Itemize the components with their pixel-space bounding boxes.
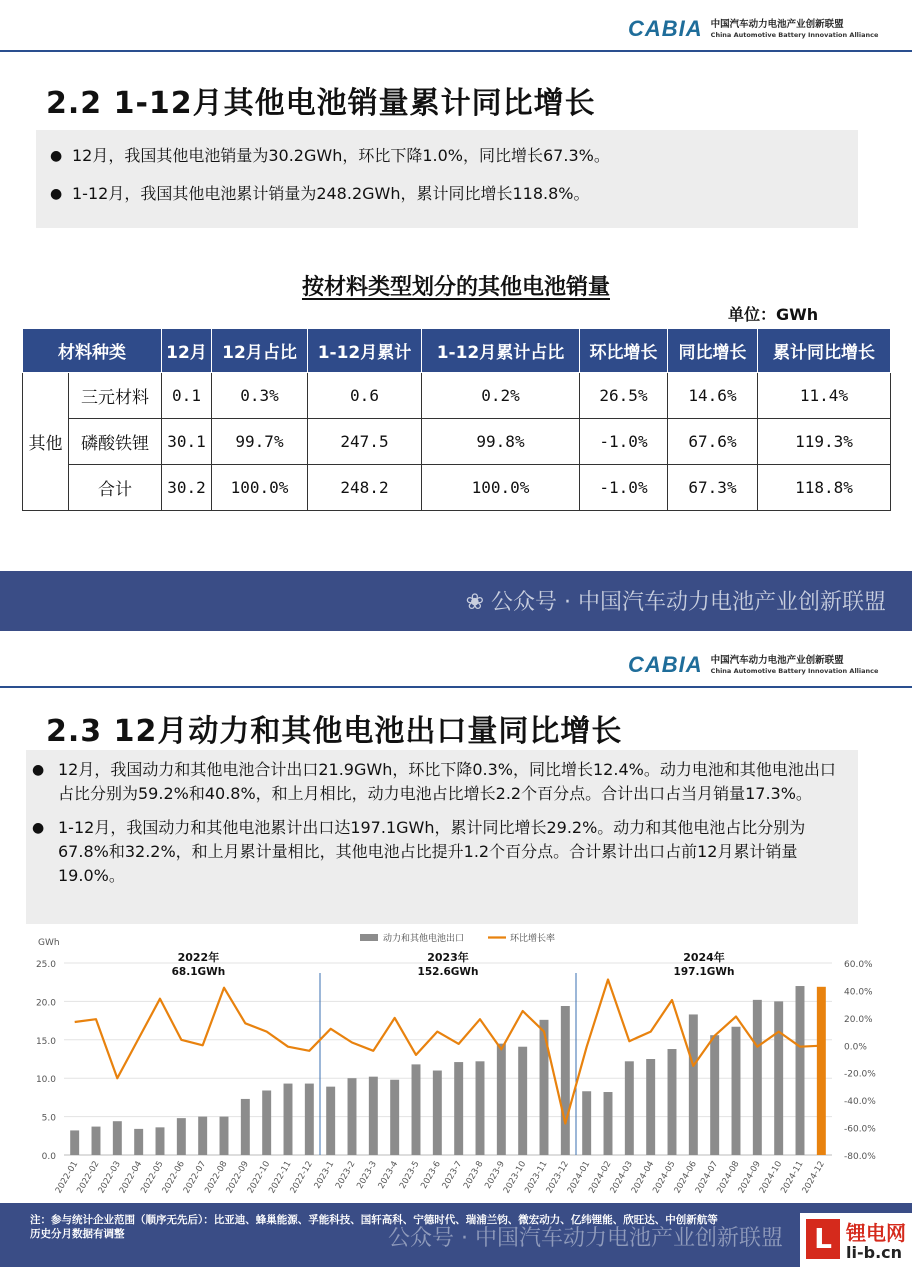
col-header: 1-12月累计占比 — [422, 329, 580, 373]
chart-bar — [220, 1117, 229, 1155]
brand-name-cn: 中国汽车动力电池产业创新联盟 — [710, 654, 844, 666]
chart-bar — [689, 1014, 698, 1155]
footnote: 历史分月数据有调整 — [30, 1228, 125, 1240]
x-tick-label: 2022-10 — [245, 1159, 273, 1196]
chart-bar — [540, 1020, 549, 1155]
table-cell: 99.8% — [422, 419, 580, 465]
table-cell: 磷酸铁锂 — [69, 419, 162, 465]
chart-bar — [262, 1090, 271, 1155]
x-tick-label: 2023-3 — [355, 1159, 379, 1191]
period-label: 2024年 — [683, 951, 725, 964]
x-tick-label: 2023-9 — [483, 1159, 507, 1191]
chart-bar — [582, 1091, 591, 1155]
x-tick-label: 2022-02 — [75, 1159, 102, 1196]
chart-bar — [753, 1000, 762, 1155]
x-tick-label: 2024-07 — [693, 1159, 721, 1196]
table-cell: 67.6% — [668, 419, 758, 465]
section-title: 2.3 12月动力和其他电池出口量同比增长 — [46, 714, 623, 749]
x-tick-label: 2023-6 — [419, 1159, 443, 1191]
table-cell: 100.0% — [212, 465, 308, 511]
footnote: 注：参与统计企业范围（顺序无先后）：比亚迪、蜂巢能源、孚能科技、国轩高科、宁德时代、瑞浦兰钧、微宏动力、亿纬锂能、欣旺达、中创新航等 — [30, 1214, 718, 1226]
x-tick-label: 2023-7 — [440, 1159, 465, 1191]
period-label: 2022年 — [177, 951, 220, 964]
y-tick-label: 15.0 — [35, 1036, 56, 1047]
site-logo-cn: 锂电网 — [846, 1221, 906, 1245]
x-tick-label: 2022-07 — [181, 1159, 209, 1196]
chart-bar — [369, 1077, 378, 1155]
chart-bar — [92, 1127, 101, 1155]
col-header: 12月 — [162, 329, 212, 373]
y2-tick-label: 60.0% — [844, 960, 873, 970]
chart-bar — [70, 1130, 79, 1155]
table-row — [23, 373, 891, 419]
y2-tick-label: -60.0% — [844, 1124, 876, 1135]
y-tick-label: 5.0 — [41, 1113, 56, 1124]
chart-bar — [710, 1035, 719, 1155]
x-tick-label: 2023-12 — [544, 1159, 571, 1196]
x-tick-label: 2022-08 — [203, 1159, 230, 1196]
x-tick-label: 2022-03 — [96, 1159, 123, 1196]
table-title: 按材料类型划分的其他电池销量 — [301, 275, 610, 300]
chart-bar — [241, 1099, 250, 1155]
table-row — [23, 419, 891, 465]
x-tick-label: 2024-03 — [608, 1159, 635, 1196]
chart-bar — [177, 1118, 186, 1155]
chart-bar — [668, 1049, 677, 1155]
y-tick-label: 10.0 — [35, 1075, 56, 1086]
chart-bar — [198, 1117, 207, 1155]
x-tick-label: 2023-11 — [523, 1159, 550, 1196]
x-tick-label: 2023-1 — [312, 1159, 337, 1191]
col-header: 同比增长 — [668, 329, 758, 373]
y-tick-label: 0.0 — [41, 1152, 56, 1162]
x-tick-label: 2024-09 — [736, 1159, 763, 1196]
brand-logo — [628, 16, 878, 42]
chart-bar — [817, 987, 826, 1155]
chart-bar — [625, 1061, 634, 1155]
chart-bar — [732, 1027, 741, 1155]
chart-bar — [348, 1078, 357, 1155]
y2-tick-label: -20.0% — [844, 1069, 876, 1080]
table-cell: 26.5% — [580, 373, 668, 419]
x-tick-label: 2023-4 — [376, 1159, 401, 1191]
x-tick-label: 2024-02 — [587, 1159, 614, 1196]
table-cell: 0.1 — [162, 373, 212, 419]
x-tick-label: 2024-12 — [800, 1159, 827, 1196]
x-tick-label: 2022-01 — [53, 1159, 81, 1196]
chart-bar — [497, 1044, 506, 1155]
group-label: 其他 — [23, 373, 69, 511]
summary-box — [26, 750, 858, 924]
chart-bar — [326, 1087, 335, 1155]
chart-bar — [412, 1064, 421, 1155]
section-title: 2.2 1-12月其他电池销量累计同比增长 — [46, 86, 596, 121]
table-row — [23, 465, 891, 511]
table-cell: 99.7% — [212, 419, 308, 465]
legend-label: 环比增长率 — [510, 934, 556, 944]
brand-name-en: China Automotive Battery Innovation Alliance — [710, 30, 879, 39]
brand-name-cn: 中国汽车动力电池产业创新联盟 — [710, 18, 844, 30]
summary-bullet: ● 1-12月，我国动力和其他电池累计出口达197.1GWh，累计同比增长29.2%。动力和其他电池占比分别为67.8%和32.2%，和上月累计量相比，其他电池占比提升1.2个百分点。合计累计出口占前12月累计销量19.0%。 — [32, 818, 806, 885]
header-rule — [0, 50, 912, 52]
x-tick-label: 2024-10 — [757, 1159, 785, 1196]
summary-bullet: ● 12月，我国其他电池销量为30.2GWh，环比下降1.0%，同比增长67.3%。 — [50, 146, 610, 165]
battery-sales-table — [22, 328, 891, 511]
cabia-logo: CABIA — [628, 16, 703, 41]
chart-bar — [113, 1121, 122, 1155]
period-total: 152.6GWh — [417, 966, 479, 978]
brand-logo — [628, 652, 878, 678]
chart-bar — [561, 1006, 570, 1155]
x-tick-label: 2024-05 — [651, 1159, 678, 1196]
y2-tick-label: -40.0% — [844, 1097, 876, 1108]
x-tick-label: 2023-10 — [501, 1159, 529, 1196]
unit-label: 单位：GWh — [728, 305, 819, 324]
summary-bullet: ● 1-12月，我国其他电池累计销量为248.2GWh，累计同比增长118.8%。 — [50, 184, 590, 203]
chart-bar — [774, 1001, 783, 1155]
period-label: 2023年 — [427, 951, 469, 964]
col-header: 材料种类 — [23, 329, 162, 373]
watermark: 公众号 · 中国汽车动力电池产业创新联盟 — [388, 1226, 783, 1251]
brand-name-en: China Automotive Battery Innovation Alliance — [710, 666, 879, 675]
wechat-icon: ❀ — [465, 590, 492, 615]
col-header: 累计同比增长 — [758, 329, 891, 373]
col-header: 12月占比 — [212, 329, 308, 373]
x-tick-label: 2022-09 — [224, 1159, 251, 1196]
y2-tick-label: 0.0% — [844, 1042, 867, 1053]
y-axis-unit: GWh — [38, 938, 60, 948]
chart-bar — [284, 1084, 293, 1155]
x-tick-label: 2024-06 — [672, 1159, 699, 1196]
table-cell: 248.2 — [308, 465, 422, 511]
table-cell: 30.1 — [162, 419, 212, 465]
table-cell: 247.5 — [308, 419, 422, 465]
chart-bar — [134, 1129, 143, 1155]
table-cell: 119.3% — [758, 419, 891, 465]
x-tick-label: 2022-06 — [160, 1159, 187, 1196]
chart-bar — [433, 1071, 442, 1155]
legend-label: 动力和其他电池出口 — [383, 934, 465, 944]
x-tick-label: 2024-04 — [629, 1159, 657, 1196]
x-tick-label: 2022-05 — [139, 1159, 166, 1196]
chart-bar — [390, 1080, 399, 1155]
table-cell: -1.0% — [580, 465, 668, 511]
x-tick-label: 2022-04 — [117, 1159, 145, 1196]
chart-bar — [156, 1127, 165, 1155]
table-cell: 30.2 — [162, 465, 212, 511]
table-cell: -1.0% — [580, 419, 668, 465]
chart-bar — [305, 1084, 314, 1155]
table-cell: 11.4% — [758, 373, 891, 419]
footer-band — [0, 1203, 912, 1267]
table-header-row — [23, 329, 891, 373]
table-cell: 14.6% — [668, 373, 758, 419]
export-chart — [0, 928, 912, 1203]
y-tick-label: 25.0 — [35, 960, 56, 970]
summary-box — [36, 130, 858, 228]
site-logo-en: li-b.cn — [846, 1243, 903, 1262]
table-cell: 三元材料 — [69, 373, 162, 419]
table-cell: 67.3% — [668, 465, 758, 511]
x-tick-label: 2023-5 — [397, 1159, 422, 1191]
chart-bar — [796, 986, 805, 1155]
period-total: 68.1GWh — [171, 966, 226, 978]
legend-swatch-bar — [360, 934, 378, 941]
x-tick-label: 2022-11 — [267, 1159, 294, 1196]
period-total: 197.1GWh — [673, 966, 735, 978]
x-tick-label: 2024-11 — [779, 1159, 806, 1196]
table-cell: 118.8% — [758, 465, 891, 511]
x-tick-label: 2022-12 — [288, 1159, 315, 1196]
chart-bar — [646, 1059, 655, 1155]
table-cell: 0.3% — [212, 373, 308, 419]
site-logo-mark: L — [806, 1219, 840, 1259]
footer-band — [0, 571, 912, 631]
cabia-logo: CABIA — [628, 652, 703, 677]
watermark: ❀ 公众号 · 中国汽车动力电池产业创新联盟 — [465, 590, 886, 615]
chart-bar — [454, 1062, 463, 1155]
site-logo — [800, 1213, 912, 1267]
x-tick-label: 2024-08 — [715, 1159, 742, 1196]
x-tick-label: 2023-8 — [461, 1159, 486, 1191]
table-cell: 0.6 — [308, 373, 422, 419]
y2-tick-label: 20.0% — [844, 1014, 873, 1025]
x-tick-label: 2024-01 — [565, 1159, 593, 1196]
col-header: 环比增长 — [580, 329, 668, 373]
table-cell: 0.2% — [422, 373, 580, 419]
header-rule — [0, 686, 912, 688]
chart-bar — [476, 1061, 485, 1155]
y2-tick-label: 40.0% — [844, 987, 873, 998]
x-tick-label: 2023-2 — [333, 1159, 358, 1191]
col-header: 1-12月累计 — [308, 329, 422, 373]
chart-bar — [518, 1047, 527, 1155]
chart-bar — [604, 1092, 613, 1155]
table-cell: 100.0% — [422, 465, 580, 511]
table-cell: 合计 — [69, 465, 162, 511]
y-tick-label: 20.0 — [35, 998, 56, 1009]
y2-tick-label: -80.0% — [844, 1152, 876, 1162]
summary-bullet: ● 12月，我国动力和其他电池合计出口21.9GWh，环比下降0.3%，同比增长12.4%。动力电池和其他电池出口占比分别为59.2%和40.8%，和上月相比，动力电池占比增长2.2个百分点。合计出口占当月销量17.3%。 — [32, 760, 836, 803]
